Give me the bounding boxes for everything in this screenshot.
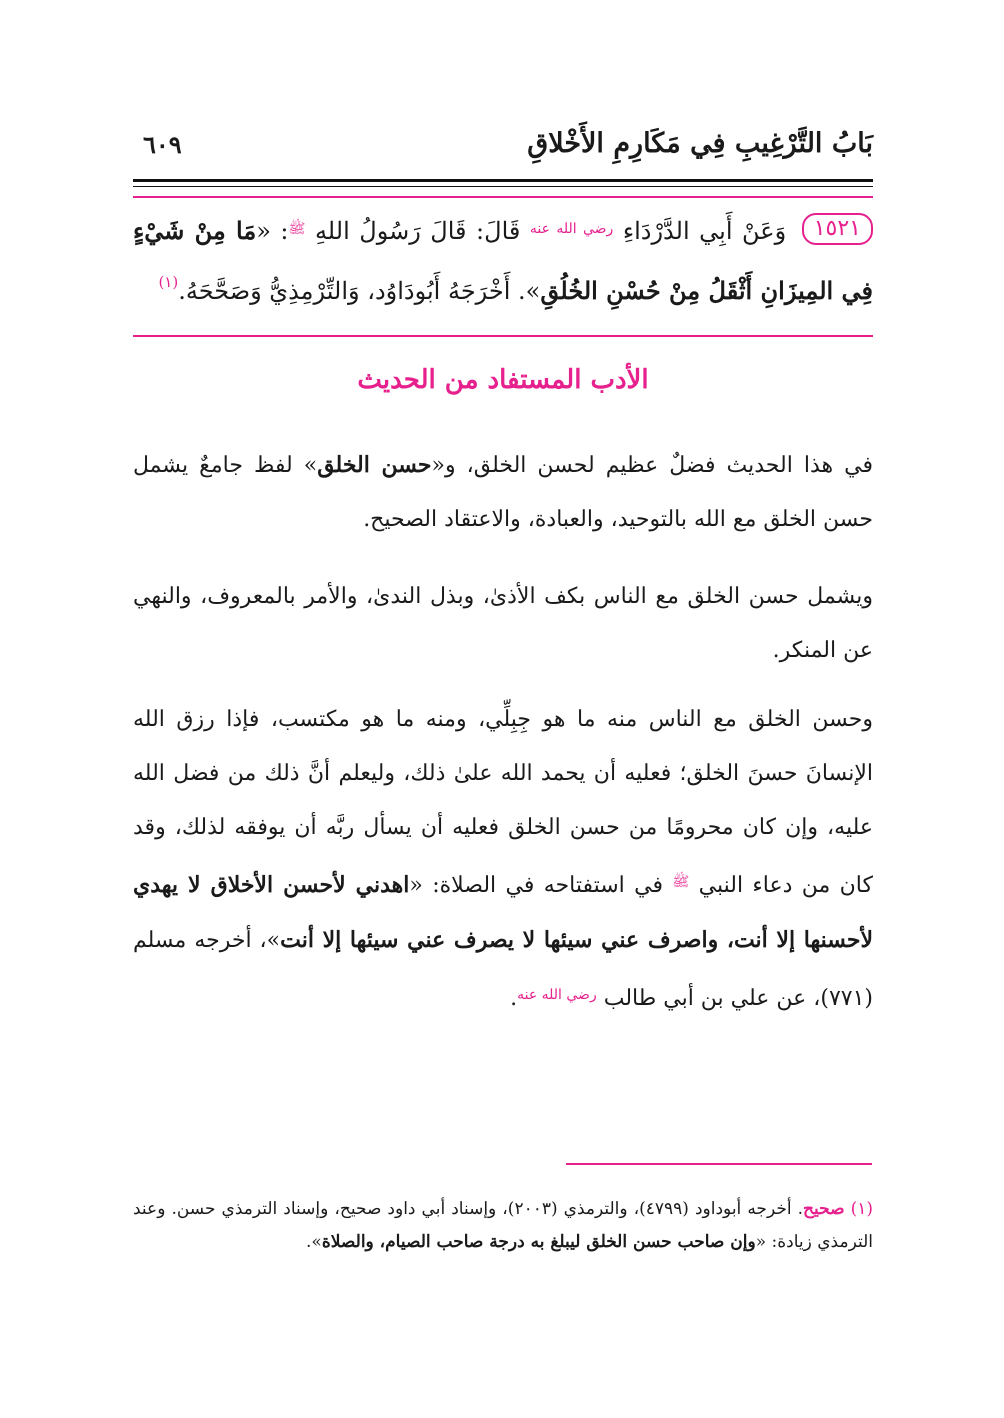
paragraph-1-bold: حسن الخلق [317,452,432,478]
paragraph-3-a: وحسن الخلق مع الناس منه ما هو جِبِلِّي، ومنه ما هو مكتسب، فإذا رزق الله الإنسانَ حسنَ الخلق؛ فعليه أن يحمد الله علىٰ ذلك، وليعلم أنَّ ذلك من فضل الله عليه، وإن كان محرومًا من حسن الخلق فعليه أن يسأل ربَّه أن يوفقه لذلك، وقد كان من دعاء النبي [133,707,873,898]
honorific-radiallahu: رضي الله عنه [529,221,614,237]
paragraph-1 [133,438,873,547]
footnote-number: (١) [850,1199,873,1219]
footnote-reference[interactable]: (١) [158,273,179,291]
chapter-title: بَابُ التَّرْغِيبِ فِي مَكَارِمِ الأَخْلاقِ [527,128,873,159]
paragraph-2: ويشمل حسن الخلق مع الناس بكف الأذىٰ، وبذل الندىٰ، والأمر بالمعروف، والنهي عن المنكر. [133,584,873,663]
hadith-block [133,204,873,317]
honorific-salawat-2: ﷺ [672,874,690,890]
hadith-chain-2: قَالَ: قَالَ رَسُولُ اللهِ [314,217,521,245]
paragraph-3-b: في استفتاحه في الصلاة: « [409,873,663,898]
hadith-bottom-rule [133,335,873,337]
paragraph-3-end: . [510,986,518,1011]
footnote-text-b: ». [306,1232,322,1252]
footnote [133,1193,873,1259]
footnote-separator [566,1163,872,1165]
footnote-text-a: . أخرجه أبوداود (٤٧٩٩)، والترمذي (٢٠٠٣)، وإسناد أبي داود صحيح، وإسناد الترمذي حسن. وعند الترمذي زيادة: « [133,1199,873,1252]
hadith-top-rule [133,196,873,198]
honorific-radiallahu-2: رضي الله عنه [517,987,597,1003]
footnote-grade: صحيح [803,1199,845,1219]
paragraph-1-c: » لفظ جامعٌ يشمل حسن الخلق مع الله بالتوحيد، والعبادة، والاعتقاد الصحيح. [133,453,873,532]
hadith-text: مَا مِنْ شَيْءٍ فِي المِيزَانِ أَثْقَلُ مِنْ حُسْنِ الخُلُقِ [133,216,873,305]
hadith-quote-open: : « [256,217,289,245]
paragraph-3-c: »، أخرجه مسلم (٧٧١)، عن علي بن أبي طالب [133,928,873,1011]
hadith-chain-1: وَعَنْ أَبِي الدَّرْدَاءِ [622,217,787,245]
dua-text: اهدني لأحسن الأخلاق لا يهدي لأحسنها إلا أنت، واصرف عني سيئها لا يصرف عني سيئها إلا أنت [133,872,874,953]
hadith-takhrij: ». أَخْرَجَهُ أَبُودَاوُد، وَالتِّرْمِذِيُّ وَصَحَّحَهُ. [178,277,541,305]
honorific-salawat: ﷺ [288,221,306,237]
footnote-bold: وإن صاحب حسن الخلق ليبلغ به درجة صاحب الصيام، والصلاة [321,1232,756,1252]
paragraph-3 [133,693,873,1026]
running-header [133,122,873,170]
header-rule-thin [133,186,873,187]
section-title: الأدب المستفاد من الحديث [357,365,649,395]
hadith-number-badge: ١٥٢١ [802,213,873,245]
header-rule-thick [133,179,873,182]
paragraph-1-a: في هذا الحديث فضلٌ عظيم لحسن الخلق، و« [431,453,873,478]
page-number: ٦٠٩ [143,130,182,159]
